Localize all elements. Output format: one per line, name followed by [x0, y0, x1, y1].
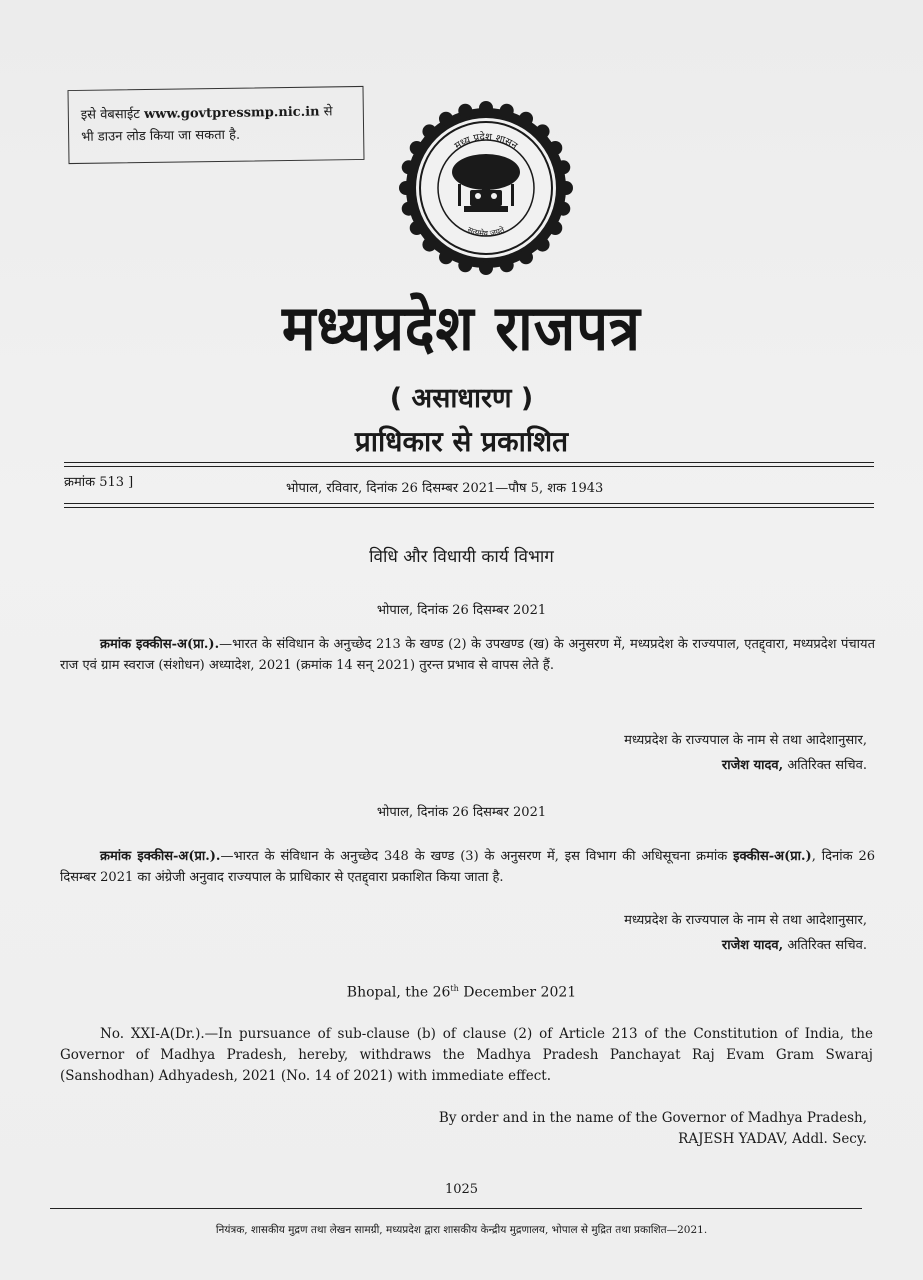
printer-footer: नियंत्रक, शासकीय मुद्रण तथा लेखन सामग्री, मध्यप्रदेश द्वारा शासकीय केन्द्रीय मुद्रणालय, भोपाल से मुद्रित तथा प्रकाशित—2021. [215, 1224, 708, 1236]
footer-rule [50, 1208, 862, 1209]
english-date-prefix: Bhopal, the 26 [346, 984, 451, 1001]
header-rule-bottom-2 [64, 507, 874, 508]
header-rule-top [64, 462, 874, 463]
emblem-petal [556, 160, 570, 174]
notice1-paragraph [60, 634, 875, 676]
notice2-signature-line: मध्यप्रदेश के राज्यपाल के नाम से तथा आदेशानुसार, [624, 913, 867, 928]
notice1-signature [624, 728, 867, 778]
notice2-number: क्रमांक इक्कीस-अ(प्रा.). [100, 849, 221, 864]
website-notice-box [67, 86, 364, 164]
emblem-petal [422, 238, 436, 252]
website-notice-line2: भी डाउन लोड किया जा सकता है. [81, 127, 241, 145]
issue-date: भोपाल, रविवार, दिनांक 26 दिसम्बर 2021—पौष 5, शक 1943 [286, 481, 604, 496]
english-notice-number: No. XXI-A(Dr.). [100, 1026, 205, 1042]
notice2-referenced-number: इक्कीस-अ(प्रा.) [733, 849, 812, 864]
notice2-paragraph [60, 846, 875, 888]
english-date [0, 984, 923, 1001]
notice1-number: क्रमांक इक्कीस-अ(प्रा.). [100, 637, 220, 652]
emblem-petal [402, 160, 416, 174]
website-notice-prefix: इसे वेबसाईट [80, 107, 140, 123]
header-rule-top-2 [64, 466, 874, 467]
emblem-top-text: मध्य प्रदेश शासन [452, 131, 520, 152]
notice2-date: भोपाल, दिनांक 26 दिसम्बर 2021 [376, 805, 547, 820]
emblem-petal [556, 202, 570, 216]
english-signature-line: By order and in the name of the Governor of Madhya Pradesh, [438, 1110, 867, 1126]
madhya-pradesh-emblem-icon [398, 100, 574, 276]
page-number: 1025 [444, 1182, 479, 1197]
emblem-petal [399, 181, 413, 195]
notice2-signature [624, 908, 867, 958]
notice2-signatory-name: राजेश यादव, [721, 938, 784, 953]
website-url[interactable]: www.govtpressmp.nic.in [143, 104, 320, 123]
header-rule-bottom [64, 503, 874, 504]
published-by-authority: प्राधिकार से प्रकाशित [354, 425, 569, 458]
english-notice-body: —In pursuance of sub-clause (b) of clause (2) of Article 213 of the Constitution of India, the Governor of Madhya Pradesh, hereby, withdraws the Madhya Pradesh Panchayat Raj Evam Gram Swaraj (Sanshodhan) Adhyadesh, 2021 (No. 14 of 2021) with immediate effect. [60, 1026, 873, 1084]
notice2-signatory-title: अतिरिक्त सचिव. [787, 938, 867, 953]
notice2-body-b: , दिनांक 26 दिसम्बर 2021 का अंग्रेजी अनुवाद राज्यपाल के प्राधिकार से एतद्द्वारा प्रकाशित किया जाता है. [60, 849, 875, 885]
notice1-signatory-name: राजेश यादव, [721, 758, 784, 773]
emblem-petal [536, 238, 550, 252]
emblem-petal [500, 258, 514, 272]
issue-number: क्रमांक 513 ] [64, 475, 134, 490]
notice1-body: —भारत के संविधान के अनुच्छेद 213 के खण्ड (2) के उपखण्ड (ख) के अनुसरण में, मध्यप्रदेश के राज्यपाल, एतद्द्वारा, मध्यप्रदेश पंचायत राज एवं ग्राम स्वराज (संशोधन) अध्यादेश, 2021 (क्रमांक 14 सन् 2021) तुरन्त प्रभाव से वापस लेते हैं. [60, 637, 876, 673]
gazette-subtitle: ( असाधारण ) [389, 383, 534, 414]
emblem-petal [500, 104, 514, 118]
notice1-date: भोपाल, दिनांक 26 दिसम्बर 2021 [376, 603, 547, 618]
emblem-petal [422, 124, 436, 138]
emblem-petal [479, 261, 493, 275]
english-notice-paragraph [60, 1024, 873, 1087]
emblem-petal [402, 202, 416, 216]
website-notice-suffix: से [323, 104, 333, 120]
website-notice-line1 [81, 101, 353, 127]
emblem-petal [410, 141, 424, 155]
gazette-title: मध्यप्रदेश राजपत्र [282, 292, 641, 366]
notice1-signatory-title: अतिरिक्त सचिव. [787, 758, 867, 773]
notice1-signature-line: मध्यप्रदेश के राज्यपाल के नाम से तथा आदेशानुसार, [624, 733, 867, 748]
emblem-petal [519, 250, 533, 264]
emblem-petal [559, 181, 573, 195]
emblem-motto: सत्यमेव जयते [466, 225, 506, 239]
emblem-petal [548, 141, 562, 155]
department-heading: विधि और विधायी कार्य विभाग [369, 547, 554, 567]
emblem-petal [458, 258, 472, 272]
emblem-petal [548, 221, 562, 235]
emblem-petal [536, 124, 550, 138]
english-signature [439, 1108, 867, 1150]
english-signatory: RAJESH YADAV, Addl. Secy. [678, 1131, 867, 1147]
english-date-suffix: December 2021 [458, 984, 577, 1001]
notice2-body-a: —भारत के संविधान के अनुच्छेद 348 के खण्ड (3) के अनुसरण में, इस विभाग की अधिसूचना क्रमांक [220, 849, 734, 864]
emblem-petal [410, 221, 424, 235]
emblem-petal [519, 112, 533, 126]
emblem-petal [439, 112, 453, 126]
english-date-sup: th [450, 984, 459, 993]
emblem-petal [479, 101, 493, 115]
emblem-petal [458, 104, 472, 118]
emblem-petal [439, 250, 453, 264]
